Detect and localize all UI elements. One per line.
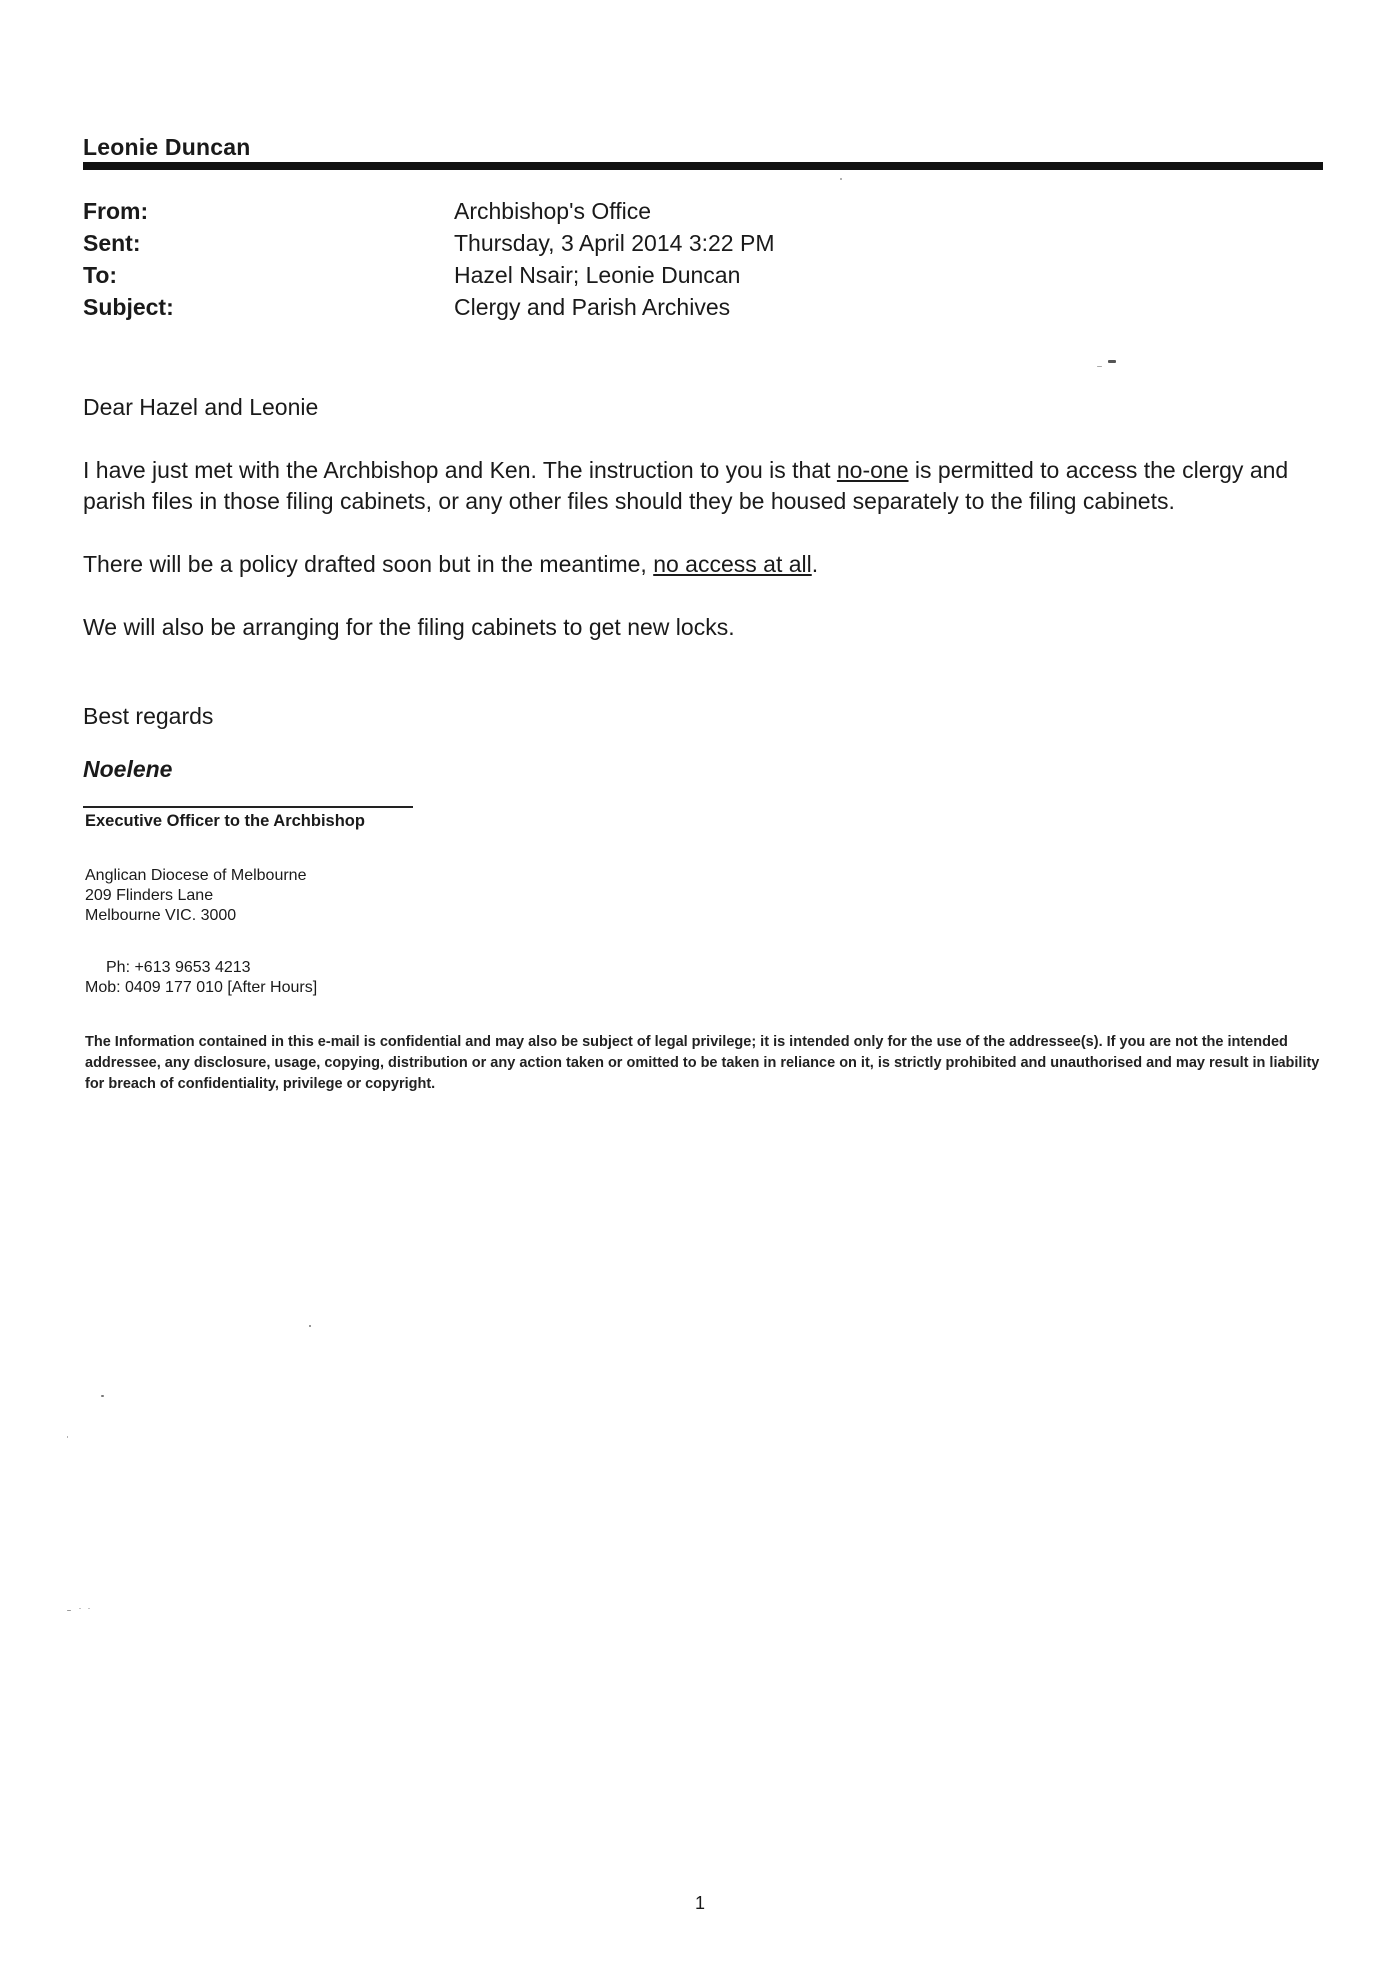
scan-speck <box>309 1325 311 1327</box>
header-row-subject <box>83 294 1183 326</box>
subject-label: Subject: <box>83 294 174 320</box>
signature-closing: Best regards <box>83 703 214 729</box>
signature-title: Executive Officer to the Archbishop <box>85 812 365 830</box>
page-number: 1 <box>694 1893 705 1913</box>
to-label: To: <box>83 262 118 288</box>
header-row-to <box>83 262 1183 294</box>
header-row-from <box>83 198 1183 230</box>
signature-name: Noelene <box>83 756 173 782</box>
scan-speck <box>67 1610 71 1611</box>
to-value: Hazel Nsair; Leonie Duncan <box>454 262 741 288</box>
header-row-sent <box>83 230 1183 262</box>
body-paragraph-2-end: . <box>811 551 819 577</box>
sent-value: Thursday, 3 April 2014 3:22 PM <box>454 230 775 256</box>
email-header <box>83 198 1183 326</box>
signature-divider <box>83 806 413 808</box>
from-label: From: <box>83 198 149 224</box>
mailbox-owner-name: Leonie Duncan <box>83 134 251 160</box>
scan-speck <box>67 1436 68 1438</box>
emphasis-no-access: no access at all <box>653 551 812 577</box>
signature-street: 209 Flinders Lane <box>85 887 214 904</box>
signature-city: Melbourne VIC. 3000 <box>85 907 237 924</box>
signature-phone: Ph: +613 9653 4213 <box>106 959 251 976</box>
sent-label: Sent: <box>83 230 141 256</box>
body-paragraph-1 <box>83 455 1323 517</box>
signature-org: Anglican Diocese of Melbourne <box>85 867 307 884</box>
body-paragraph-1-end: is permitted to access the clergy and parish files in those filing cabinets, or any other files should they be housed separately to the filing cabinets. <box>83 457 1289 514</box>
scan-speck <box>1108 360 1116 363</box>
header-divider <box>83 162 1323 170</box>
emphasis-no-one: no-one <box>836 457 909 483</box>
signature-mobile: Mob: 0409 177 010 [After Hours] <box>85 979 318 996</box>
body-paragraph-1-start: I have just met with the Archbishop and Ken. The instruction to you is that <box>83 457 837 483</box>
confidentiality-disclaimer: The Information contained in this e-mail is confidential and may also be subject of legal privilege; it is intended only for the use of the addressee(s). If you are not the intended addressee, any disclosure, usage, copying, distribution or any action taken or omitted to be taken in reliance on it, is strictly prohibited and unauthorised and may result in liability for breach of confidentiality, privilege or copyright. <box>85 1034 1320 1092</box>
scan-speck <box>79 1608 81 1609</box>
from-value: Archbishop's Office <box>454 198 652 224</box>
greeting: Dear Hazel and Leonie <box>83 394 319 420</box>
body-paragraph-3: We will also be arranging for the filing cabinets to get new locks. <box>83 614 735 640</box>
scan-speck <box>101 1395 104 1397</box>
body-paragraph-2-start: There will be a policy drafted soon but in the meantime, <box>83 551 654 577</box>
scan-speck <box>88 1608 90 1609</box>
scan-speck <box>1097 366 1102 367</box>
subject-value: Clergy and Parish Archives <box>454 294 731 320</box>
scan-speck <box>840 178 842 180</box>
body-paragraph-2 <box>83 549 1323 580</box>
